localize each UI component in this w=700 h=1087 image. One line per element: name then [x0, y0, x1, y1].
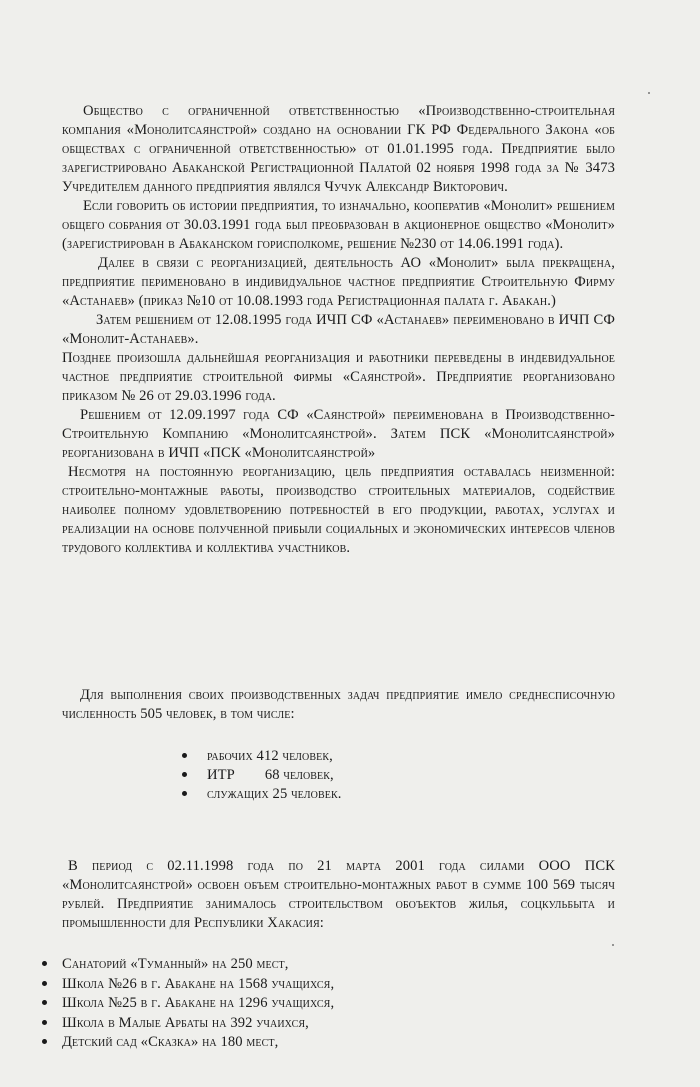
object-item: Санаторий «Туманный» на 250 мест,: [62, 956, 289, 972]
paragraph-reorganization-2: Позднее произошла дальнейшая реорганизация и работники переведены в индевидуальное частное предприятие строительной фирмы «Саянстрой». Предприятие реорганизовано приказом № 26 от 29.03.1996 года.: [62, 350, 615, 404]
list-item: [40, 994, 334, 1014]
list-item: [40, 975, 334, 995]
paragraph-founding: Общество с ограниченной ответственностью «Производственно-строительная компания «Монолитсаянстрой» создано на основании ГК РФ Федерального Закона «об обществах с ограниченной ответственностью» от 01.01.1995 года. Предприятие было зарегистрировано Абаканской Регистрационной Палатой 02 ноября 1998 года за № 3473 Учредителем данного предприятия являлся Чучук Александр Викторович.: [62, 103, 615, 195]
object-item: Детский сад «Сказка» на 180 мест,: [62, 1034, 279, 1050]
object-item: Школа №26 в г. Абакане на 1568 учащихся,: [62, 975, 335, 992]
list-item: [40, 1014, 334, 1034]
paragraph-reorganization-1: Далее в связи с реорганизацией, деятельность АО «Монолит» была прекращена, предприятие перименовано в индивидуальное частное предприятие Строительную Фирму «Астанаев» (приказ №10 от 10.08.1993 года Регистрационная палата г. Абакан.): [62, 255, 615, 309]
scan-speck: [612, 944, 614, 946]
staff-intro: Для выполнения своих производственных задач предприятие имело среднесписочную численность 505 человек, в том числе:: [62, 687, 615, 722]
list-item: [40, 1033, 334, 1053]
bullet-icon: [42, 981, 47, 986]
scan-speck: [648, 92, 650, 94]
staff-list: [180, 747, 341, 804]
bullet-icon: [182, 772, 187, 777]
staff-item-employees: служащих 25 человек.: [207, 786, 342, 802]
paragraph-renaming: Затем решением от 12.08.1995 года ИЧП СФ «Астанаев» переименовано в ИЧП СФ «Монолит-Астанаев».: [62, 312, 615, 347]
list-item: [180, 785, 341, 804]
paragraph-origin: Если говорить об истории предприятия, то изначально, кооператив «Монолит» решением общего собрания от 30.03.1991 года был преобразован в акционерное общество «Монолит» (зарегистрирован в Абаканском горисполкоме, решение №230 от 14.06.1991 года).: [62, 198, 615, 252]
objects-list: [40, 955, 334, 1053]
staff-item-engineers: ИТР 68 человек,: [207, 767, 334, 783]
paragraph-goals: Несмотря на постоянную реорганизацию, цель предприятия оставалась неизменной: строительно-монтажные работы, производство строительных материалов, содействие наиболее полному удовлетворению потребностей в его продукции, работах, услугах и реализации на основе полученной прибыли социальных и экономических интересов членов трудового коллектива и коллектива участников.: [62, 464, 615, 556]
bullet-icon: [42, 1020, 47, 1025]
list-item: [180, 747, 341, 766]
paragraph-reorganization-3: Решением от 12.09.1997 года СФ «Саянстрой» переименована в Производственно-Строительную Компанию «Монолитсаянстрой». Затем ПСК «Монолитсаянстрой» реорганизована в ИЧП «ПСК «Монолитсаянстрой»: [62, 407, 615, 461]
bullet-icon: [42, 1039, 47, 1044]
list-item: [40, 955, 334, 975]
history-section: [62, 102, 615, 558]
bullet-icon: [182, 791, 187, 796]
bullet-icon: [42, 961, 47, 966]
period-paragraph: В период с 02.11.1998 года по 21 марта 2001 года силами ООО ПСК «Монолитсаянстрой» освоен объем строительно-монтажных работ в сумме 100 569 тысяч рублей. Предприятие занималось строительством обоъектов жилья, соцкульбыта и промышленности для Республики Хакасия:: [62, 858, 615, 931]
list-item: [180, 766, 341, 785]
bullet-icon: [182, 753, 187, 758]
object-item: Школа №25 в г. Абакане на 1296 учащихся,: [62, 995, 335, 1011]
object-item: Школа в Малые Арбаты на 392 учаихся,: [62, 1014, 309, 1031]
bullet-icon: [42, 1000, 47, 1005]
staff-item-workers: рабочих 412 человек,: [207, 748, 333, 764]
